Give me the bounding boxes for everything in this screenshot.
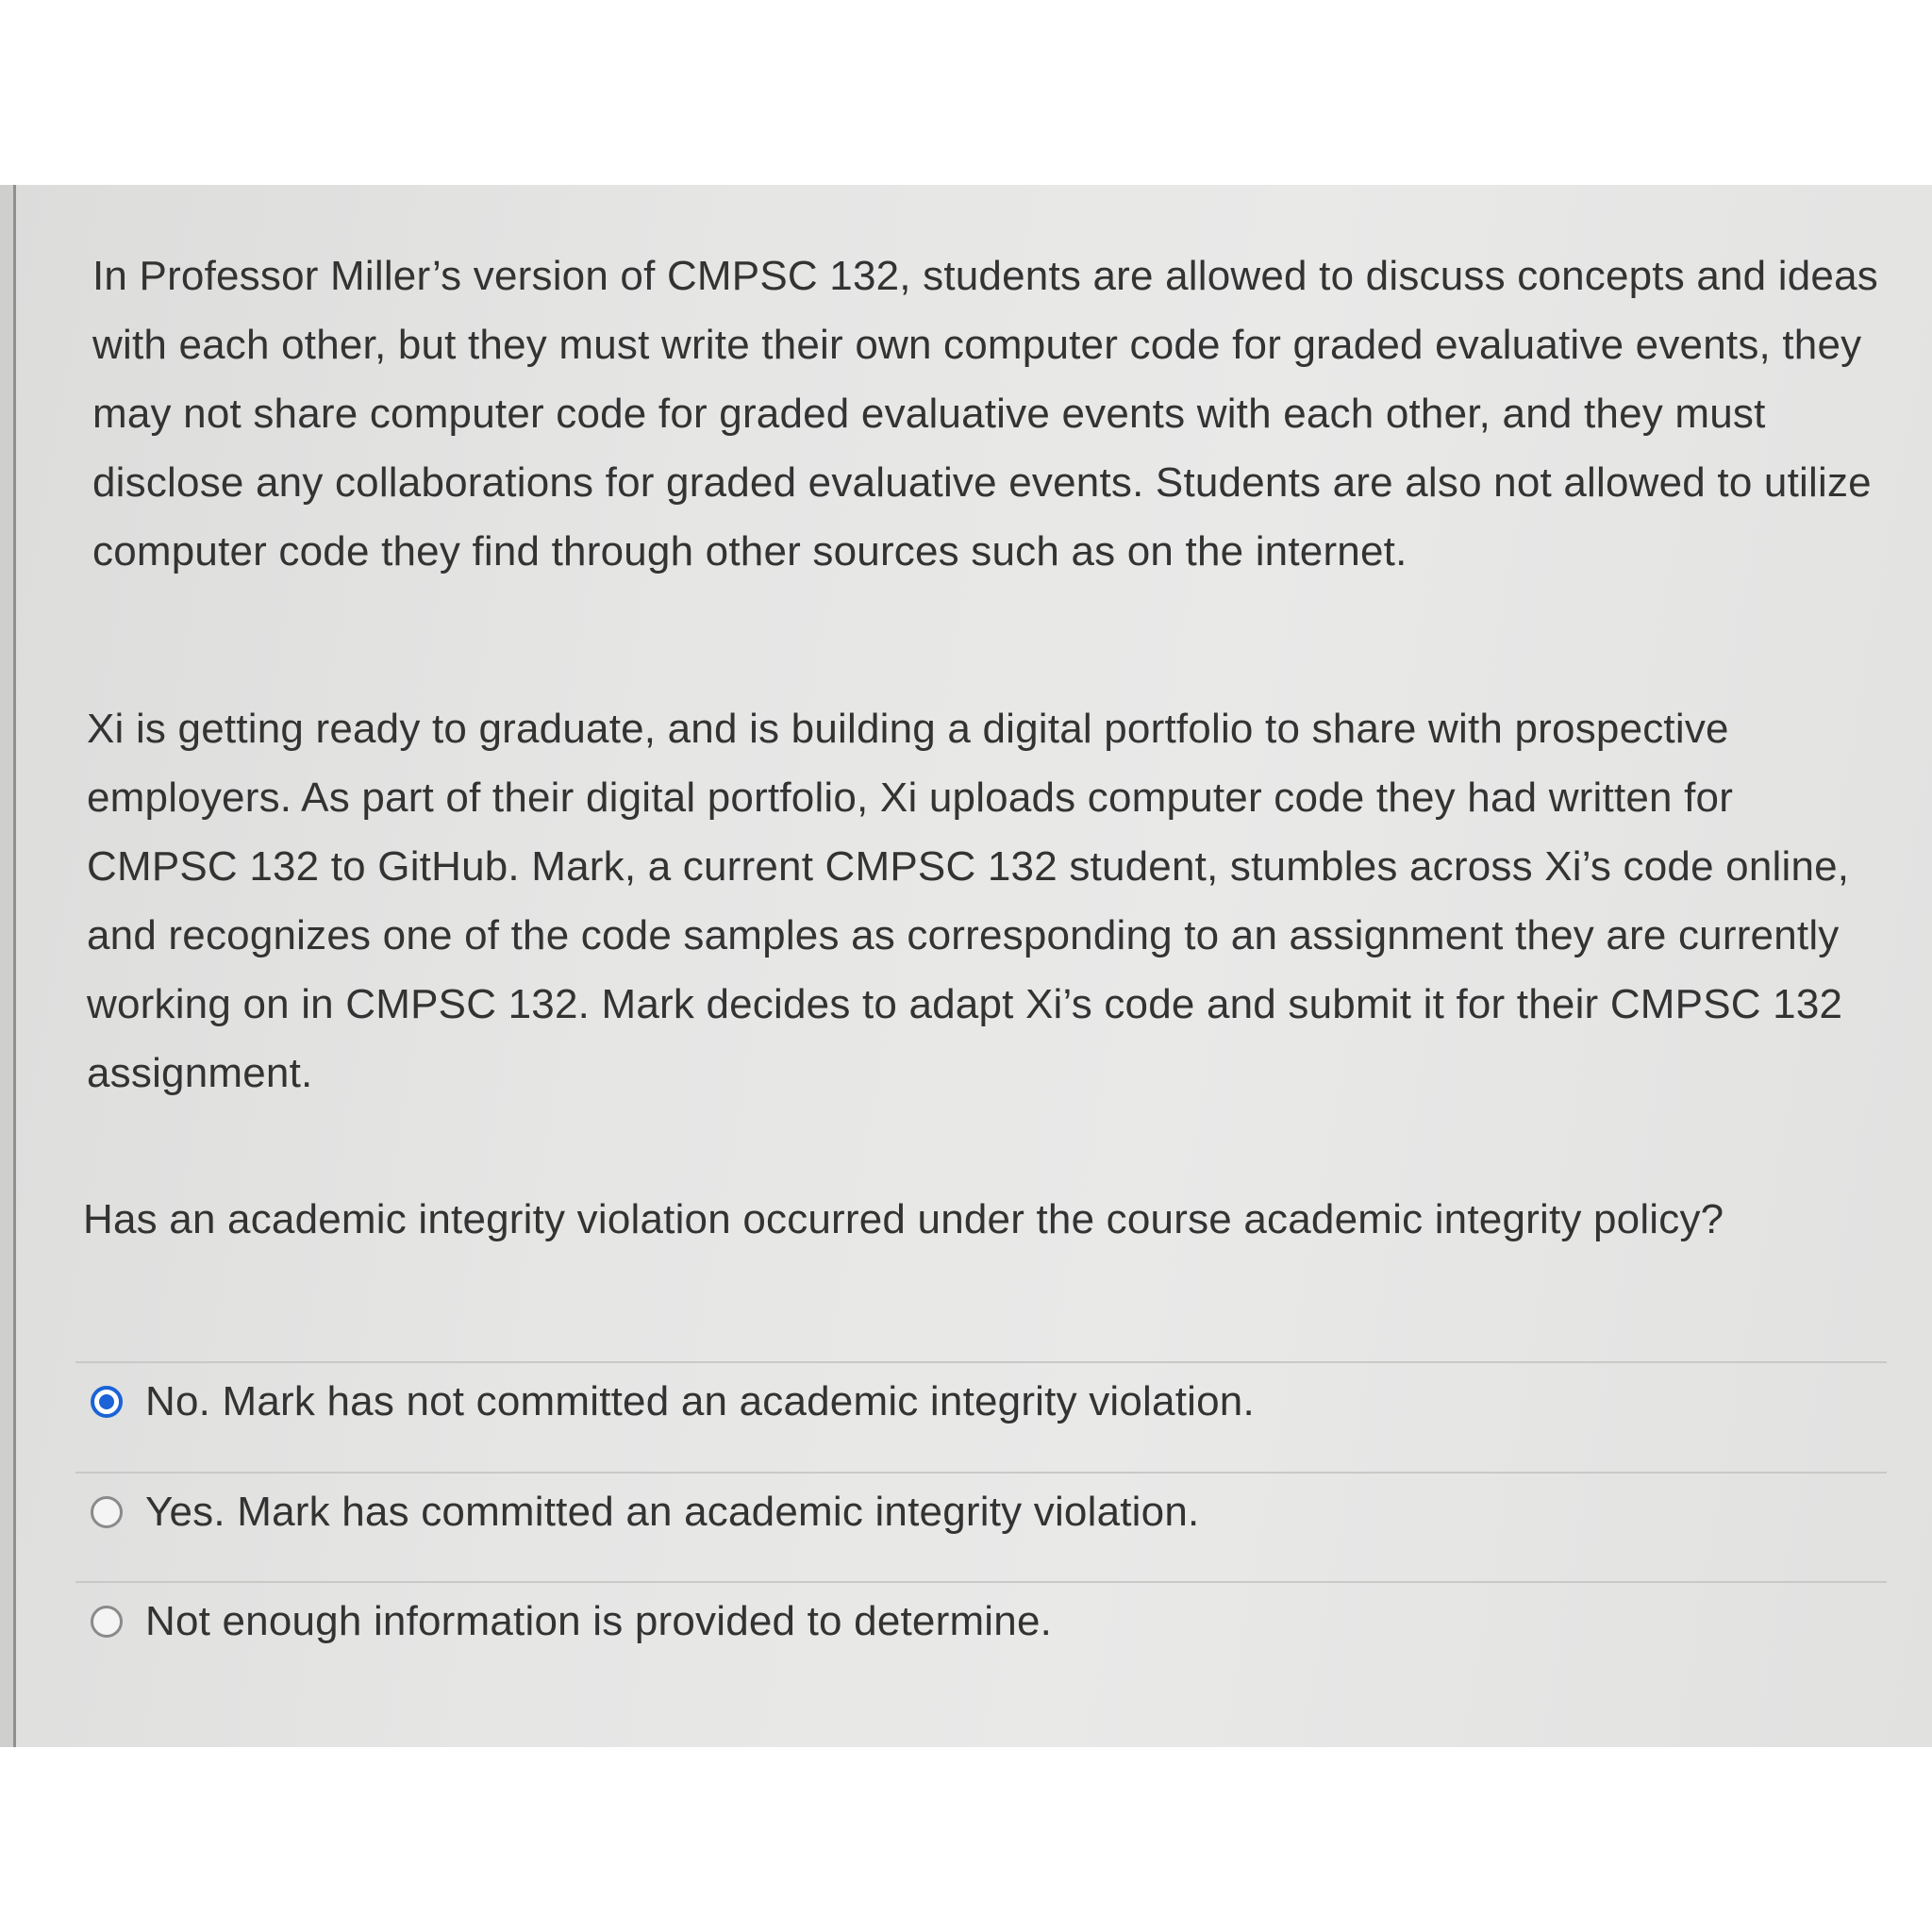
question-paragraph-scenario: Xi is getting ready to graduate, and is building a digital portfolio to share with prospective employers. As part of their digital portfolio, Xi uploads computer code they had written for CMPSC 132 to GitHub. Mark, a current CMPSC 132 student, stumbles across Xi’s code online, and recognizes one of the code samples as corresponding to an assignment they are currently working on in CMPSC 132. Mark decides to adapt Xi’s code and submit it for their CMPSC 132 assignment. [87,706,1850,1096]
answer-option-yes[interactable] [91,1479,1199,1545]
radio-unselected-icon[interactable] [91,1606,123,1638]
answer-label: Not enough information is provided to determine. [145,1598,1053,1644]
answer-option-no[interactable] [91,1369,1255,1435]
radio-selected-icon[interactable] [91,1386,123,1418]
answer-divider [75,1581,1887,1583]
left-border-rule [13,185,16,1747]
question-prompt: Has an academic integrity violation occurred under the course academic integrity policy? [83,1196,1724,1242]
answer-divider [75,1361,1887,1363]
answer-divider [75,1472,1887,1474]
answer-option-not-enough-info[interactable] [91,1589,1052,1655]
answer-label: Yes. Mark has committed an academic integrity violation. [145,1489,1200,1535]
answer-label: No. Mark has not committed an academic integrity violation. [145,1378,1255,1424]
radio-unselected-icon[interactable] [91,1496,123,1528]
question-paragraph-policy: In Professor Miller’s version of CMPSC 132, students are allowed to discuss concepts and ideas with each other, but they must write their own computer code for graded evaluative events, they may not share computer code for graded evaluative events with each other, and they must disclose any collaborations for graded evaluative events. Students are also not allowed to utilize computer code they find through other sources such as on the internet. [92,253,1878,575]
left-edge-shadow [0,185,13,1747]
screen [0,185,1932,1747]
